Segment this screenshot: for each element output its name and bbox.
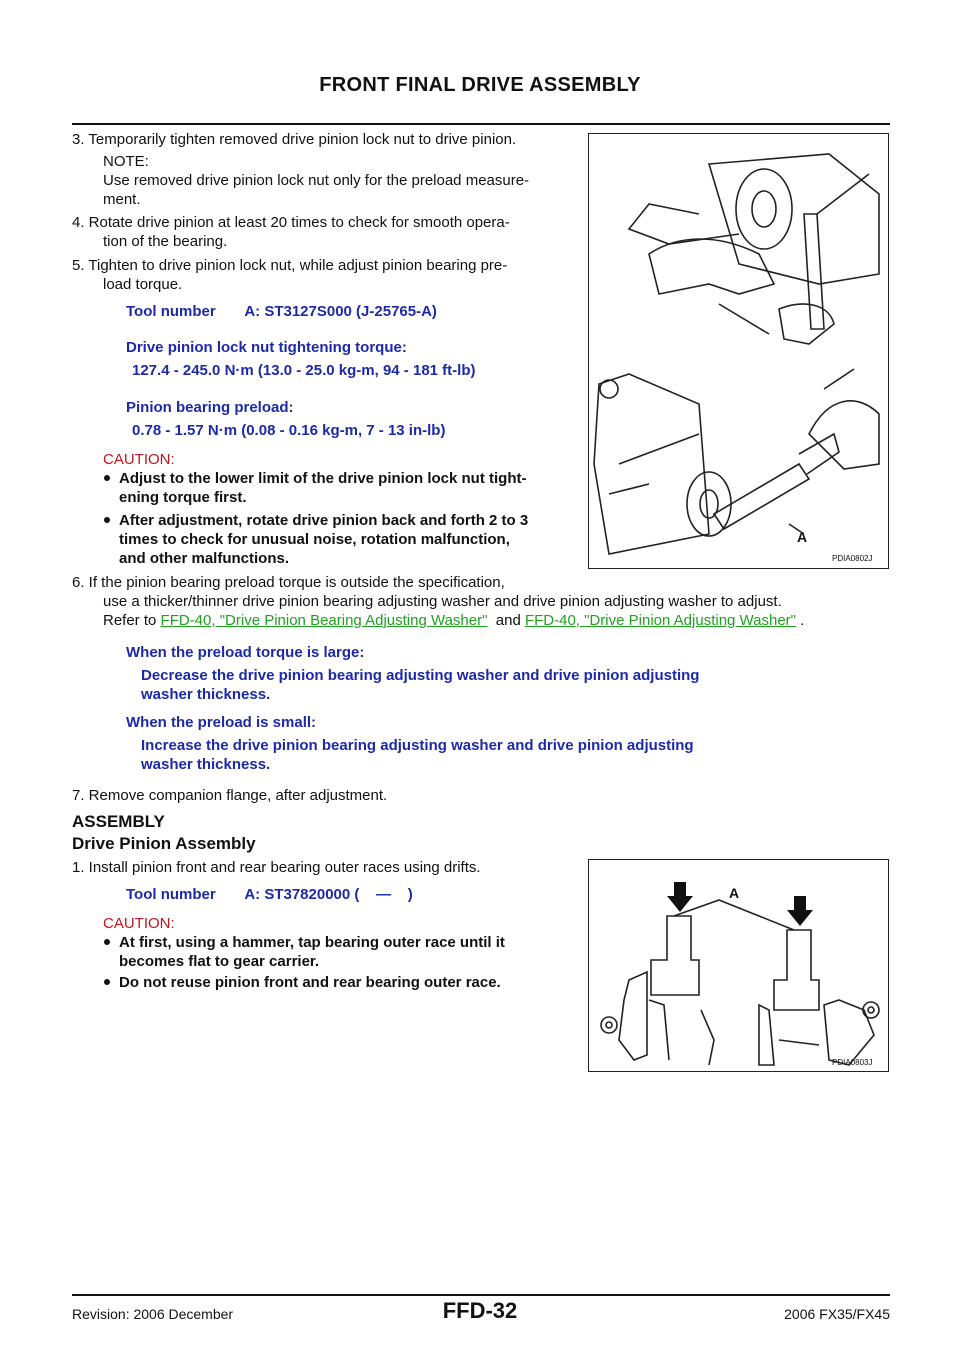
caution-label: CAUTION:	[103, 451, 175, 468]
footer-model: 2006 FX35/FX45	[784, 1306, 890, 1322]
spec-tool-number: Tool number A: ST3127S000 (J-25765-A)	[126, 303, 437, 320]
step-6-line-3	[103, 611, 804, 630]
bullet-icon	[104, 475, 110, 481]
figure-pinion-preload	[588, 133, 889, 569]
header-rule	[72, 123, 890, 125]
and-text: and	[487, 612, 525, 629]
caution-2-line-1: After adjustment, rotate drive pinion back and forth 2 to 3	[119, 512, 529, 529]
spec-preload-value: 0.78 - 1.57 N·m (0.08 - 0.16 kg-m, 7 - 13 in-lb)	[132, 422, 446, 439]
note-line-2: ment.	[103, 191, 141, 208]
assembly-tool-number: Tool number A: ST37820000 ( — )	[126, 886, 413, 903]
spec-torque-value: 127.4 - 245.0 N·m (13.0 - 25.0 kg-m, 94 - 181 ft-lb)	[132, 362, 476, 379]
step-4-line-1: 4. Rotate drive pinion at least 20 times to check for smooth opera-	[72, 214, 510, 231]
large-line-1: Decrease the drive pinion bearing adjusting washer and drive pinion adjusting	[141, 667, 700, 684]
caution-1-line-2: ening torque first.	[119, 489, 247, 506]
caution-2-line-2: times to check for unusual noise, rotation malfunction,	[119, 531, 510, 548]
footer-revision: Revision: 2006 December	[72, 1306, 234, 1322]
large-label: When the preload torque is large:	[126, 644, 365, 661]
footer-rule	[72, 1294, 890, 1296]
step-5-line-1: 5. Tighten to drive pinion lock nut, while adjust pinion bearing pre-	[72, 257, 508, 274]
step-5-line-2: load torque.	[103, 276, 183, 293]
footer-page-number: FFD-32	[442, 1298, 518, 1323]
step-4-line-2: tion of the bearing.	[103, 233, 228, 250]
small-line-2: washer thickness.	[141, 756, 271, 773]
small-line-1: Increase the drive pinion bearing adjusting washer and drive pinion adjusting	[141, 737, 694, 754]
caution-2-line-3: and other malfunctions.	[119, 550, 290, 567]
pinion-preload-illustration	[589, 134, 888, 568]
link-washer-bearing[interactable]: FFD-40, "Drive Pinion Bearing Adjusting Washer"	[160, 612, 488, 629]
bullet-icon	[104, 517, 110, 523]
step-7: 7. Remove companion flange, after adjustment.	[72, 787, 388, 804]
caution-1-line-1: Adjust to the lower limit of the drive pinion lock nut tight-	[119, 470, 527, 487]
figure-2-label-a: A	[729, 885, 740, 901]
spec-preload-label: Pinion bearing preload:	[126, 399, 294, 416]
link-washer-pinion[interactable]: FFD-40, "Drive Pinion Adjusting Washer"	[524, 612, 796, 629]
section-heading: ASSEMBLY	[72, 812, 165, 831]
large-line-2: washer thickness.	[141, 686, 271, 703]
bullet-icon	[104, 939, 110, 945]
page-title: FRONT FINAL DRIVE ASSEMBLY	[319, 74, 641, 96]
figure-1-label-a: A	[797, 529, 808, 545]
step-6-line-2: use a thicker/thinner drive pinion bearing adjusting washer and drive pinion adjusting washer to adjust.	[103, 593, 782, 610]
small-label: When the preload is small:	[126, 714, 317, 731]
refer-text: Refer to	[103, 612, 161, 629]
figure-bearing-race	[588, 859, 889, 1072]
step-6-line-1: 6. If the pinion bearing preload torque is outside the specification,	[72, 574, 505, 591]
figure-2-code: PDIA0803J	[832, 1058, 873, 1067]
spec-torque-label: Drive pinion lock nut tightening torque:	[126, 339, 407, 356]
assembly-caution-label: CAUTION:	[103, 915, 175, 932]
subsection-heading: Drive Pinion Assembly	[72, 834, 256, 853]
assembly-step-1: 1. Install pinion front and rear bearing outer races using drifts.	[72, 859, 481, 876]
assembly-caution-1-line-2: becomes flat to gear carrier.	[119, 953, 320, 970]
step-3: 3. Temporarily tighten removed drive pinion lock nut to drive pinion.	[72, 131, 517, 148]
assembly-caution-1-line-1: At first, using a hammer, tap bearing outer race until it	[119, 934, 505, 951]
assembly-caution-2: Do not reuse pinion front and rear bearing outer race.	[119, 974, 501, 991]
figure-1-code: PDIA0802J	[832, 554, 873, 563]
bullet-icon	[104, 979, 110, 985]
period-text: .	[796, 612, 805, 629]
note-label: NOTE:	[103, 153, 149, 170]
note-line-1: Use removed drive pinion lock nut only for the preload measure-	[103, 172, 530, 189]
